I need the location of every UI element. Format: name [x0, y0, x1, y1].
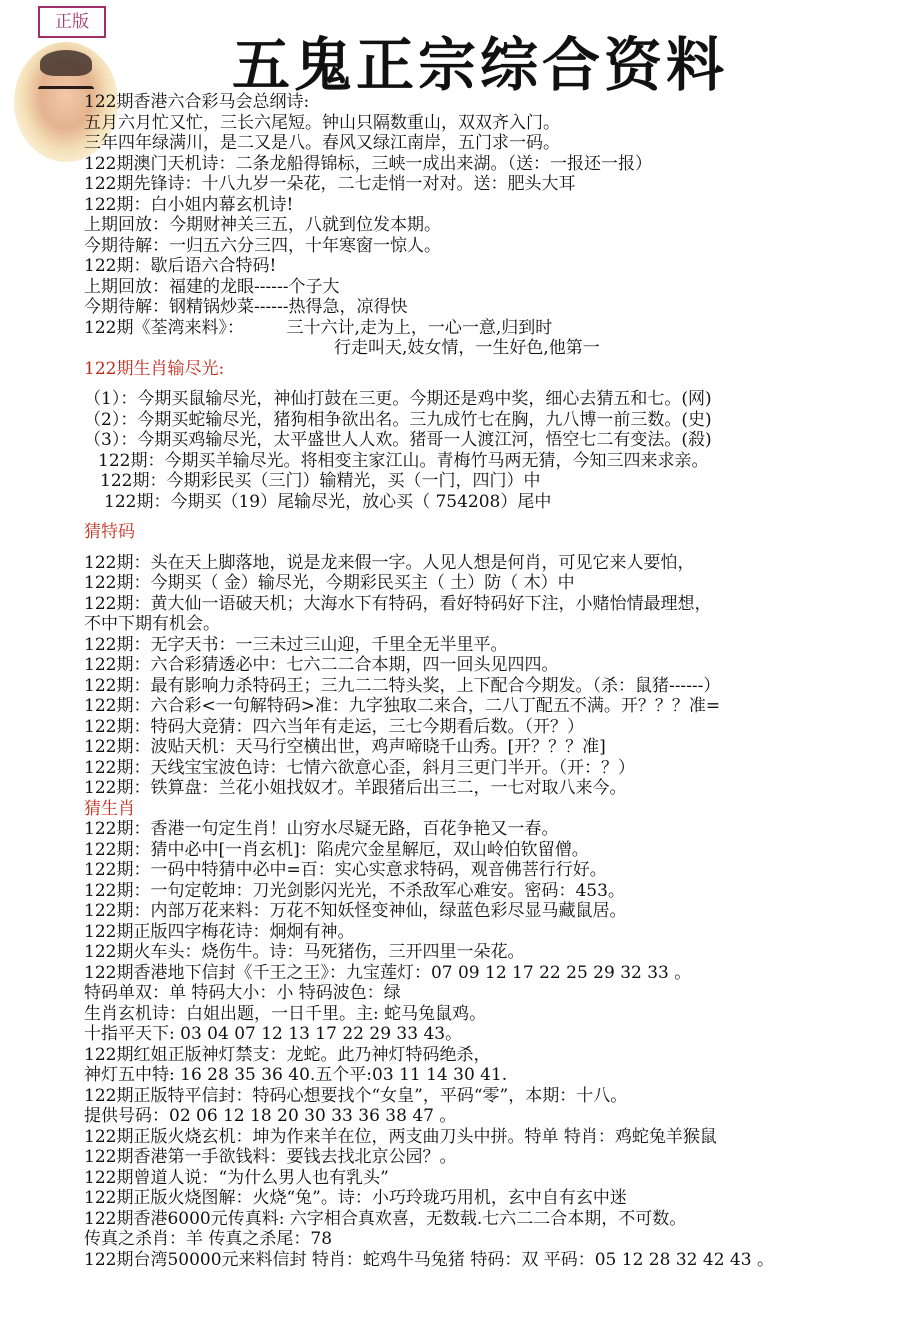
section-heading: 122期生肖输尽光: [84, 358, 225, 379]
text-line: 122期：内部万花来料：万花不知妖怪变神仙，绿蓝色彩尽显马藏鼠居。 [84, 901, 627, 921]
text-line: 122期：今期买（ 金）输尽光，今期彩民买主（ 土）防（ 木）中 [84, 573, 575, 593]
text-line: 特码单双：单 特码大小：小 特码波色：绿 [84, 983, 401, 1003]
text-line: 122期正版四字梅花诗：炯炯有神。 [84, 921, 355, 942]
text-line: 三年四年绿满川，是二又是八。春风又绿江南岸，五门求一码。 [84, 133, 560, 153]
text-line: （2）：今期买蛇输尽光，猪狗相争欲出名。三九成竹七在胸，九八博一前三数。(史) [84, 409, 712, 430]
text-line: 122期香港地下信封《千王之王》：九宝莲灯：07 09 12 17 22 25 29 32 33 。 [84, 962, 692, 983]
text-line: 122期香港6000元传真料: 六字相合真欢喜，无数载.七六二二合本期，不可数。 [84, 1208, 687, 1229]
text-line: 122期《荃湾来料》： 三十六计,走为上，一心一意,归到时 [84, 317, 553, 338]
page-title: 五鬼正宗综合资料 [231, 31, 728, 99]
text-line: 122期：今期彩民买（三门）输精光，买（一门，四门）中 [100, 471, 541, 491]
portrait-hair [40, 50, 92, 76]
text-line: 五月六月忙又忙，三长六尾短。钟山只隔数重山，双双齐入门。 [84, 112, 560, 133]
spacer [84, 379, 884, 389]
text-line: 上期回放：今期财神关三五，八就到位发本期。 [84, 215, 441, 235]
text-line: 今期待解：一归五六分三四，十年寒窗一惊人。 [84, 235, 441, 256]
text-line: 122期澳门天机诗：二条龙船得锦标，三峡一成出来湖。（送：一报还一报） [84, 153, 652, 174]
document-body [84, 92, 884, 1270]
text-line: 122期：猜中必中[一肖玄机]：陷虎穴金星解厄，双山岭伯钦留僧。 [84, 839, 589, 860]
section-heading: 猜特码 [84, 522, 135, 542]
text-line: 122期火车头：烧伤牛。诗：马死猪伤，三开四里一朵花。 [84, 942, 525, 962]
text-line: 生肖玄机诗：白姐出题，一日千里。主: 蛇马兔鼠鸡。 [84, 1003, 487, 1024]
text-line: 提供号码：02 06 12 18 20 30 33 36 38 47 。 [84, 1106, 457, 1126]
spacer [84, 512, 884, 522]
text-line: 122期曾道人说：“为什么男人也有乳头” [84, 1167, 389, 1188]
text-line: 今期待解：钢精锅炒菜------热得急，凉得快 [84, 297, 408, 317]
text-line: （1）：今期买鼠输尽光，神仙打鼓在三更。今期还是鸡中奖，细心去猜五和七。(网) [84, 389, 712, 409]
text-line: 不中下期有机会。 [84, 614, 220, 634]
text-line: 122期正版特平信封：特码心想要找个“女皇”，平码“零”，本期：十八。 [84, 1085, 628, 1106]
text-line: 122期香港第一手欲钱料：要钱去找北京公园？。 [84, 1147, 457, 1167]
text-line: 122期红姐正版神灯禁支：龙蛇。此乃神灯特码绝杀， [84, 1044, 491, 1065]
authentic-badge: 正版 [38, 6, 106, 38]
text-line: 122期：六合彩猜透必中：七六二二合本期，四一回头见四四。 [84, 655, 559, 675]
text-line: 122期：今期买（19）尾输尽光，放心买（ 754208）尾中 [104, 491, 552, 512]
text-line: 122期：香港一句定生肖！山穷水尽疑无路，百花争艳又一春。 [84, 819, 559, 839]
text-line: 传真之杀肖：羊 传真之杀尾：78 [84, 1229, 333, 1249]
text-line: 122期：今期买羊输尽光。将相变主家江山。青梅竹马两无猜，今知三四来求亲。 [98, 450, 709, 471]
text-line: 122期：铁算盘：兰花小姐找奴才。羊跟猪后出三二，一七对取八来今。 [84, 778, 627, 798]
text-line: 神灯五中特: 16 28 35 36 40.五个平:03 11 14 30 41. [84, 1065, 508, 1085]
text-line: 122期：六合彩<一句解特码>准：九字独取二来合，二八丁配五不满。开？？？准= [84, 696, 721, 716]
text-line: 122期：波贴天机：天马行空横出世，鸡声啼晓千山秀。[开？？？准] [84, 737, 606, 757]
text-line: 122期：白小姐内幕玄机诗! [84, 194, 294, 215]
text-line: 122期：特码大竞猜：四六当年有走运，三七今期看后数。（开？） [84, 716, 584, 737]
text-line: 122期正版火烧玄机：坤为作来羊在位，两支曲刀头中拼。特单 特肖：鸡蛇兔羊猴鼠 [84, 1126, 717, 1147]
text-line: 上期回放：福建的龙眼------个子大 [84, 276, 340, 297]
text-line: （3）：今期买鸡输尽光，太平盛世人人欢。猪哥一人渡江河，悟空七二有变法。(殺) [84, 430, 712, 450]
text-line: 122期香港六合彩马会总纲诗: [84, 92, 310, 112]
text-line: 122期台湾50000元来料信封 特肖：蛇鸡牛马兔猪 特码：双 平码：05 12 28 32 42 43 。 [84, 1249, 774, 1270]
spacer [84, 543, 884, 553]
text-line: 122期：天线宝宝波色诗：七情六欲意心歪，斜月三更门半开。（开：？） [84, 757, 635, 778]
text-line: 122期：歇后语六合特码! [84, 256, 277, 276]
text-line: 行走叫天,妓女情，一生好色,他第一 [334, 338, 600, 358]
text-line: 122期：无字天书：一三未过三山迎，千里全无半里平。 [84, 634, 508, 655]
text-line: 122期：一句定乾坤：刀光剑影闪光光，不杀敌军心难安。密码：453。 [84, 880, 625, 901]
text-line: 十指平天下: 03 04 07 12 13 17 22 29 33 43。 [84, 1024, 463, 1044]
text-line: 122期：黄大仙一语破天机；大海水下有特码，看好特码好下注，小赌怡情最理想， [84, 593, 712, 614]
text-line: 122期：一码中特猜中必中=百：实心实意求特码，观音佛菩行行好。 [84, 860, 607, 880]
text-line: 122期先锋诗：十八九岁一朵花，二七走悄一对对。送：肥头大耳 [84, 174, 576, 194]
section-heading: 猜生肖 [84, 798, 135, 819]
text-line: 122期正版火烧图解：火烧“兔”。诗：小巧玲珑巧用机，玄中自有玄中迷 [84, 1188, 627, 1208]
text-line: 122期：最有影响力杀特码王；三九二二特头奖，上下配合今期发。（杀：鼠猪------） [84, 675, 721, 696]
text-line: 122期：头在天上脚落地，说是龙来假一字。人见人想是何肖，可见它来人要怕， [84, 552, 695, 573]
